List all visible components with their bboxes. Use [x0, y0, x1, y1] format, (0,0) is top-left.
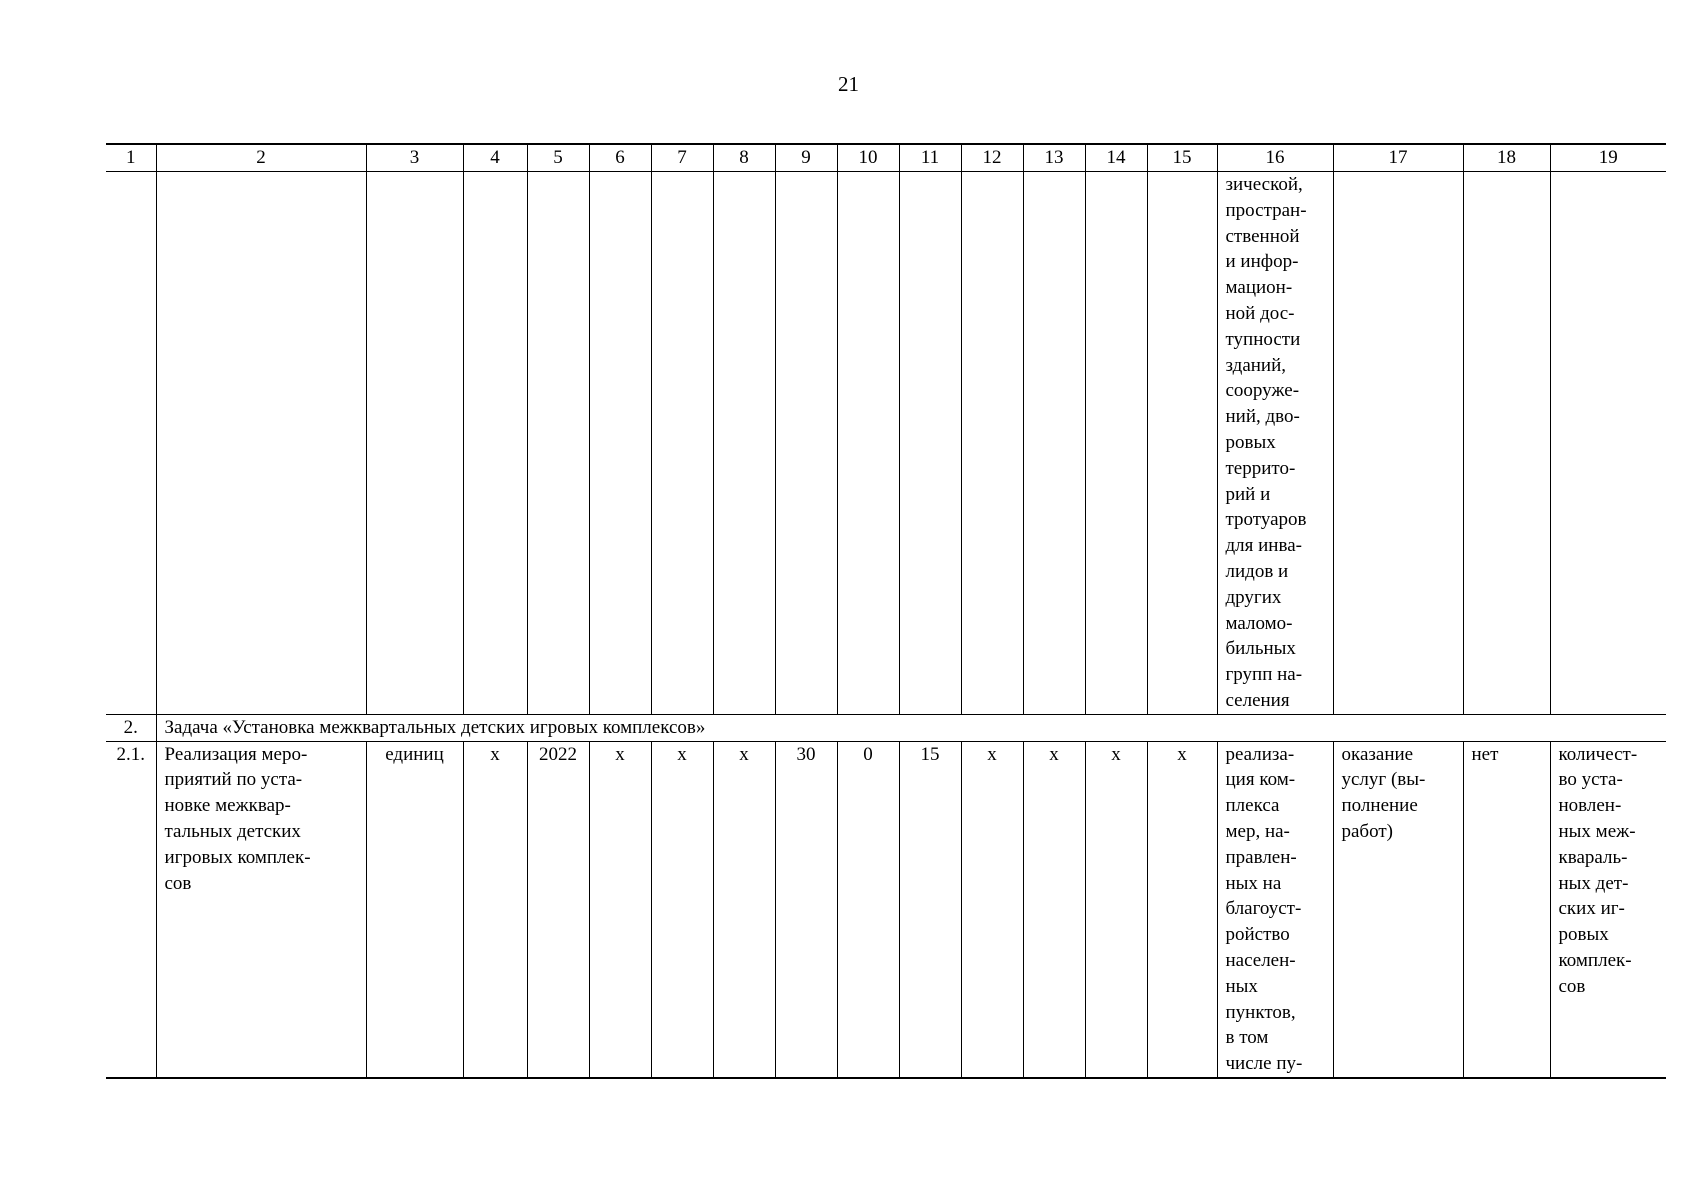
text-line: мацион-	[1225, 277, 1293, 299]
col-header: 2	[156, 144, 366, 172]
text-line: ровых	[1225, 431, 1276, 453]
col-header: 14	[1085, 144, 1147, 172]
text-line: новлен-	[1558, 795, 1622, 817]
text-line: мер, на-	[1225, 820, 1290, 842]
col-header: 4	[463, 144, 527, 172]
col-header: 12	[961, 144, 1023, 172]
text-line: благоуст-	[1225, 898, 1302, 920]
text-line: ция ком-	[1225, 769, 1296, 791]
text-line: других	[1225, 586, 1282, 608]
value-cell: х	[463, 741, 527, 1078]
empty-cell	[1333, 172, 1463, 715]
empty-cell	[366, 172, 463, 715]
col-header: 1	[106, 144, 156, 172]
text-line: ной дос-	[1225, 302, 1295, 324]
value-cell: х	[961, 741, 1023, 1078]
empty-cell	[463, 172, 527, 715]
text-line: ных	[1225, 975, 1258, 997]
col-header: 11	[899, 144, 961, 172]
text-line: лидов и	[1225, 560, 1289, 582]
value-cell: х	[589, 741, 651, 1078]
row-number: 2.1.	[106, 741, 156, 1078]
text-line: правлен-	[1225, 846, 1297, 868]
col-header: 19	[1550, 144, 1666, 172]
text-line: бильных	[1225, 638, 1296, 660]
text-line: в том	[1225, 1027, 1269, 1049]
text-line: игровых комплек-	[164, 846, 311, 868]
value-cell: х	[1023, 741, 1085, 1078]
empty-cell	[156, 172, 366, 715]
text-line: приятий по уста-	[164, 769, 303, 791]
col-header: 8	[713, 144, 775, 172]
text-line: маломо-	[1225, 612, 1293, 634]
col-header: 15	[1147, 144, 1217, 172]
empty-cell	[527, 172, 589, 715]
col-header: 9	[775, 144, 837, 172]
empty-cell	[1147, 172, 1217, 715]
col-header: 16	[1217, 144, 1333, 172]
text-line: количест-	[1558, 743, 1638, 765]
col-header: 6	[589, 144, 651, 172]
empty-cell	[899, 172, 961, 715]
empty-cell	[1085, 172, 1147, 715]
text-line: террито-	[1225, 457, 1296, 479]
text-line: сов	[164, 872, 192, 894]
text-line: зической,	[1225, 174, 1303, 195]
text-line: сов	[1558, 975, 1586, 997]
empty-cell	[713, 172, 775, 715]
empty-cell	[106, 172, 156, 715]
text-line: ных дет-	[1558, 872, 1629, 894]
program-table	[106, 143, 1666, 1079]
text-line: ных на	[1225, 872, 1282, 894]
text-line: плекса	[1225, 795, 1280, 817]
indicator-cell	[1550, 741, 1666, 1078]
text-line: сооруже-	[1225, 380, 1300, 402]
empty-cell	[589, 172, 651, 715]
year-cell: 2022	[527, 741, 589, 1078]
col-header: 18	[1463, 144, 1550, 172]
text-line: простран-	[1225, 199, 1307, 221]
text-line: населен-	[1225, 949, 1296, 971]
value-cell: х	[1147, 741, 1217, 1078]
column-number-row	[106, 144, 1666, 172]
continuation-row	[106, 172, 1666, 715]
task-row	[106, 714, 1666, 741]
value-cell: 0	[837, 741, 899, 1078]
col-header: 3	[366, 144, 463, 172]
text-line: комплек-	[1558, 949, 1632, 971]
text-line: тальных детских	[164, 820, 301, 842]
text-line: зданий,	[1225, 354, 1287, 376]
text-line: реализа-	[1225, 743, 1295, 765]
empty-cell	[1550, 172, 1666, 715]
text-line: оказание	[1341, 743, 1414, 765]
activity-name-cell	[156, 741, 366, 1078]
value-cell: х	[1085, 741, 1147, 1078]
text-line: ственной	[1225, 225, 1300, 247]
col-header: 7	[651, 144, 713, 172]
text-line: ний, дво-	[1225, 406, 1300, 428]
col-header: 17	[1333, 144, 1463, 172]
text-line: полнение	[1341, 795, 1418, 817]
text-line: квараль-	[1558, 846, 1628, 868]
text-line: пунктов,	[1225, 1001, 1296, 1023]
text-line: ройство	[1225, 924, 1290, 946]
empty-cell	[1463, 172, 1550, 715]
result-description-cell	[1217, 741, 1333, 1078]
text-line: работ)	[1341, 820, 1393, 842]
page-number: 21	[838, 72, 859, 96]
col-header: 5	[527, 144, 589, 172]
text-line: числе пу-	[1225, 1053, 1303, 1075]
col-header: 10	[837, 144, 899, 172]
text-line: ровых	[1558, 924, 1609, 946]
text-line: тупности	[1225, 328, 1301, 350]
text-line: для инва-	[1225, 535, 1302, 557]
service-type-cell	[1333, 741, 1463, 1078]
empty-cell	[775, 172, 837, 715]
text-line: ных меж-	[1558, 820, 1636, 842]
text-line: групп на-	[1225, 664, 1303, 686]
value-cell: нет	[1463, 741, 1550, 1078]
text-line: Реализация меро-	[164, 743, 308, 765]
text-line: во уста-	[1558, 769, 1623, 791]
value-cell: х	[713, 741, 775, 1078]
unit-cell: единиц	[366, 741, 463, 1078]
text-line: селения	[1225, 689, 1290, 711]
text-line: и инфор-	[1225, 251, 1299, 273]
result-description-cell	[1217, 172, 1333, 715]
value-cell: 15	[899, 741, 961, 1078]
empty-cell	[961, 172, 1023, 715]
text-line: ских иг-	[1558, 898, 1625, 920]
task-title: Задача «Установка межквартальных детских игровых комплексов»	[156, 714, 1666, 741]
text-line: новке межквар-	[164, 795, 291, 817]
empty-cell	[837, 172, 899, 715]
empty-cell	[651, 172, 713, 715]
value-cell: х	[651, 741, 713, 1078]
table-row	[106, 741, 1666, 1078]
text-line: рий и	[1225, 483, 1271, 505]
col-header: 13	[1023, 144, 1085, 172]
text-line: тротуаров	[1225, 509, 1307, 531]
task-number: 2.	[106, 714, 156, 741]
text-line: услуг (вы-	[1341, 769, 1426, 791]
value-cell: 30	[775, 741, 837, 1078]
empty-cell	[1023, 172, 1085, 715]
